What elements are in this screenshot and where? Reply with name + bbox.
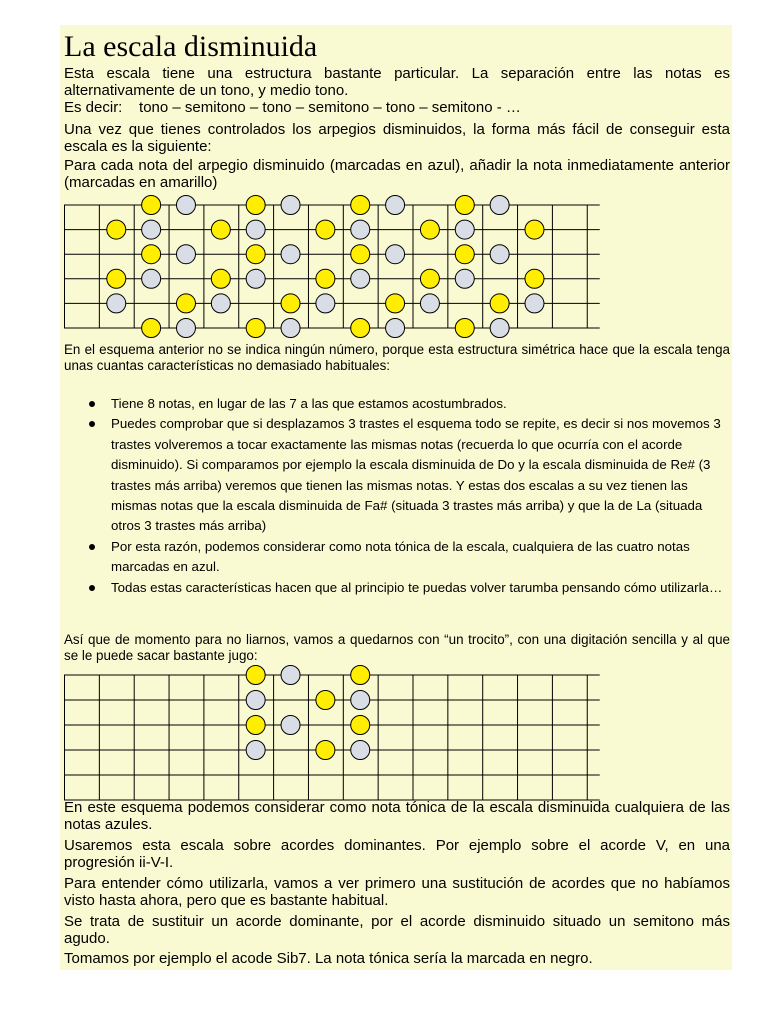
bullet-icon: [89, 544, 95, 550]
note-dot-yellow: [351, 716, 370, 735]
paragraph-tonic: En este esquema podemos considerar como nota tónica de la escala disminuida cualquiera de las notas azules.: [64, 799, 730, 833]
note-dot-yellow: [246, 319, 265, 338]
paragraph-method: Para cada nota del arpegio disminuido (marcadas en azul), añadir la nota inmediatamente anterior (marcadas en amarillo): [64, 157, 730, 191]
note-dot-yellow: [142, 245, 161, 264]
note-dot-blue: [246, 220, 265, 239]
fretboard-diagram-fragment: [64, 665, 604, 805]
note-dot-blue: [490, 245, 509, 264]
list-item: Todas estas características hacen que al principio te puedas volver tarumba pensando cómo utilizarla…: [86, 578, 732, 598]
list-item: Tiene 8 notas, en lugar de las 7 a las que estamos acostumbrados.: [86, 394, 732, 414]
note-dot-yellow: [246, 245, 265, 264]
note-dot-yellow: [420, 220, 439, 239]
note-dot-yellow: [316, 691, 335, 710]
note-dot-blue: [386, 245, 405, 264]
note-dot-blue: [386, 196, 405, 215]
note-dot-blue: [420, 294, 439, 313]
note-dot-blue: [281, 245, 300, 264]
note-dot-blue: [455, 269, 474, 288]
paragraph-dominant: Usaremos esta escala sobre acordes dominantes. Por ejemplo sobre el acorde V, en una progresión ii-V-I.: [64, 837, 730, 871]
note-dot-blue: [351, 741, 370, 760]
note-dot-yellow: [142, 319, 161, 338]
note-dot-blue: [246, 269, 265, 288]
note-dot-blue: [107, 294, 126, 313]
note-dot-blue: [176, 245, 195, 264]
note-dot-yellow: [386, 294, 405, 313]
note-dot-yellow: [211, 220, 230, 239]
note-dot-yellow: [176, 294, 195, 313]
note-dot-blue: [351, 691, 370, 710]
note-dot-blue: [281, 196, 300, 215]
note-dot-blue: [490, 196, 509, 215]
paragraph-characteristics: En el esquema anterior no se indica ningún número, porque esta estructura simétrica hace que la escala tenga unas cuantas características no demasiado habituales:: [64, 342, 730, 373]
note-dot-blue: [176, 319, 195, 338]
note-dot-yellow: [420, 269, 439, 288]
note-dot-yellow: [455, 196, 474, 215]
paragraph-intro: Esta escala tiene una estructura bastante particular. La separación entre las notas es alternativamente de un tono, y medio tono.: [64, 65, 730, 99]
note-dot-yellow: [351, 319, 370, 338]
note-dot-blue: [525, 294, 544, 313]
note-dot-yellow: [455, 319, 474, 338]
bullet-icon: [89, 401, 95, 407]
list-item: Por esta razón, podemos considerar como nota tónica de la escala, cualquiera de las cuatro notas marcadas en azul.: [86, 537, 732, 578]
note-dot-blue: [281, 716, 300, 735]
note-dot-yellow: [351, 245, 370, 264]
note-dot-yellow: [525, 269, 544, 288]
note-dot-yellow: [246, 196, 265, 215]
note-dot-yellow: [351, 666, 370, 685]
paragraph-substitution: Para entender cómo utilizarla, vamos a ver primero una sustitución de acordes que no habíamos visto hasta ahora, pero que es bastante habitual.: [64, 875, 730, 909]
note-dot-yellow: [246, 716, 265, 735]
note-dot-blue: [246, 691, 265, 710]
note-dot-yellow: [281, 294, 300, 313]
characteristics-list: [86, 394, 732, 598]
note-dot-blue: [246, 741, 265, 760]
note-dot-yellow: [316, 741, 335, 760]
note-dot-yellow: [107, 269, 126, 288]
note-dot-blue: [281, 666, 300, 685]
fretboard-diagram-full: [64, 195, 604, 340]
note-dot-blue: [142, 269, 161, 288]
note-dot-blue: [386, 319, 405, 338]
paragraph-semitone: Se trata de sustituir un acorde dominante, por el acorde disminuido situado un semitono más agudo.: [64, 913, 730, 947]
note-dot-yellow: [316, 220, 335, 239]
note-dot-yellow: [490, 294, 509, 313]
note-dot-blue: [281, 319, 300, 338]
note-dot-yellow: [211, 269, 230, 288]
note-dot-yellow: [246, 666, 265, 685]
paragraph-fragment: Así que de momento para no liarnos, vamos a quedarnos con “un trocito”, con una digitación sencilla y al que se le puede sacar bastante jugo:: [64, 632, 730, 663]
paragraph-pattern: Es decir: tono – semitono – tono – semitono – tono – semitono - …: [64, 99, 521, 116]
paragraph-example: Tomamos por ejemplo el acode Sib7. La nota tónica sería la marcada en negro.: [64, 950, 593, 967]
page-title: La escala disminuida: [64, 30, 318, 63]
note-dot-yellow: [455, 245, 474, 264]
bullet-icon: [89, 421, 95, 427]
note-dot-yellow: [351, 196, 370, 215]
note-dot-blue: [176, 196, 195, 215]
note-dot-blue: [316, 294, 335, 313]
note-dot-blue: [351, 269, 370, 288]
note-dot-blue: [455, 220, 474, 239]
note-dot-yellow: [142, 196, 161, 215]
bullet-icon: [89, 585, 95, 591]
paragraph-arpeggios: Una vez que tienes controlados los arpegios disminuidos, la forma más fácil de conseguir esta escala es la siguiente:: [64, 121, 730, 155]
note-dot-blue: [211, 294, 230, 313]
note-dot-yellow: [107, 220, 126, 239]
note-dot-blue: [490, 319, 509, 338]
note-dot-yellow: [525, 220, 544, 239]
note-dot-yellow: [316, 269, 335, 288]
list-item: Puedes comprobar que si desplazamos 3 trastes el esquema todo se repite, es decir si nos movemos 3 trastes volveremos a tocar exactamente las mismas notas (recuerda lo que ocurría con el acorde disminuido). Si comparamos por ejemplo la escala disminuida de Do y la escala disminuida de Re# (3 trastes más arriba) veremos que tienen las mismas notas. Y estas dos escalas a su vez tienen las mismas notas que la escala disminuida de Fa# (situada 3 trastes más arriba) y que la de La (situada otros 3 trastes más arriba): [86, 414, 732, 536]
note-dot-blue: [351, 220, 370, 239]
note-dot-blue: [142, 220, 161, 239]
